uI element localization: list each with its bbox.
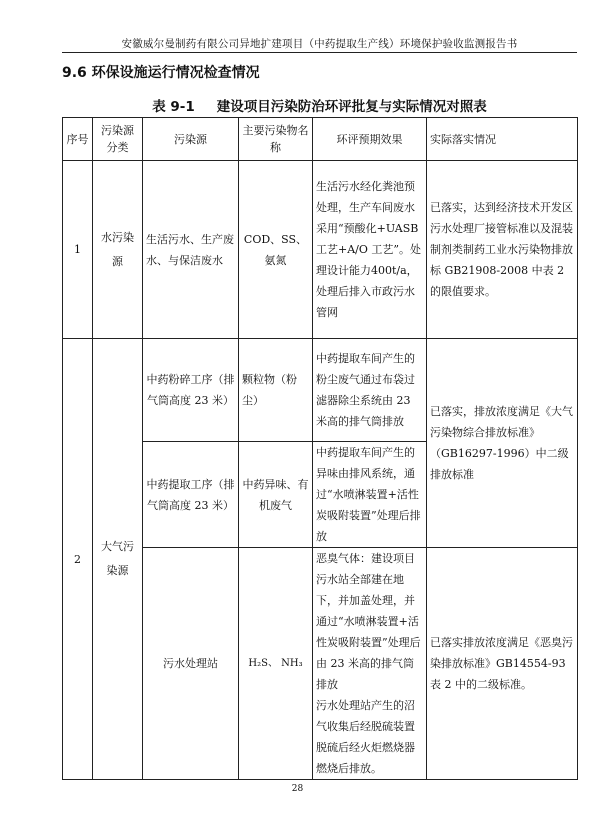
- cell-actual: 已落实，排放浓度满足《大气污染物综合排放标准》（GB16297-1996）中二级排放标准: [427, 339, 578, 548]
- table-header-row: [63, 118, 578, 161]
- header-pollutant: 主要污染物名称: [239, 118, 313, 161]
- cell-actual: 已落实排放浓度满足《恶臭污染排放标准》GB14554-93 表 2 中的二级标准。: [427, 548, 578, 780]
- header-divider: [62, 52, 577, 53]
- header-actual: 实际落实情况: [427, 118, 578, 161]
- comparison-table: [62, 117, 578, 780]
- cell-pollutant: COD、SS、氨氮: [239, 161, 313, 339]
- page-number: 28: [291, 784, 304, 794]
- cell-actual: 已落实，达到经济技术开发区污水处理厂接管标准以及混装制剂类制药工业水污染物排放标 GB21908-2008 中表 2 的限值要求。: [427, 161, 578, 339]
- cell-pollutant: H₂S、 NH₃: [239, 548, 313, 780]
- table-number: 表 9-1: [152, 99, 195, 115]
- cell-source: 生活污水、生产废水、与保洁废水: [143, 161, 239, 339]
- cell-category: 大气污染源: [93, 339, 143, 780]
- cell-category: 水污染源: [93, 161, 143, 339]
- report-header: 安徽威尔曼制药有限公司异地扩建项目（中药提取生产线）环境保护验收监测报告书: [121, 38, 518, 50]
- cell-seq: 1: [63, 161, 93, 339]
- table-title: [62, 95, 577, 115]
- cell-eia: 恶臭气体：建设项目污水站全部建在地下，并加盖处理，并通过“水喷淋装置+活性炭吸附装置”处理后由 23 米高的排气筒排放 污水处理站产生的沼气收集后经脱硫装置脱硫后经火炬燃烧器燃烧后排放。: [313, 548, 427, 780]
- cell-eia: 中药提取车间产生的粉尘废气通过布袋过滤器除尘系统由 23 米高的排气筒排放: [313, 339, 427, 442]
- header-source: 污染源: [143, 118, 239, 161]
- cell-source: 中药提取工序（排气筒高度 23 米）: [143, 442, 239, 548]
- table-caption: 建设项目污染防治环评批复与实际情况对照表: [216, 99, 487, 115]
- section-title: 9.6 环保设施运行情况检查情况: [62, 65, 260, 81]
- table-row: [63, 161, 578, 339]
- header-eia: 环评预期效果: [313, 118, 427, 161]
- cell-eia: 生活污水经化粪池预处理，生产车间废水采用“预酸化+UASB 工艺+A/O 工艺”。处理设计能力400t/a，处理后排入市政污水管网: [313, 161, 427, 339]
- cell-source: 污水处理站: [143, 548, 239, 780]
- header-category: 污染源分类: [93, 118, 143, 161]
- cell-pollutant: 中药异味、有机废气: [239, 442, 313, 548]
- header-seq: 序号: [63, 118, 93, 161]
- cell-source: 中药粉碎工序（排气筒高度 23 米）: [143, 339, 239, 442]
- cell-eia: 中药提取车间产生的异味由排风系统，通过“水喷淋装置+活性炭吸附装置”处理后排放: [313, 442, 427, 548]
- cell-pollutant: 颗粒物（粉尘）: [239, 339, 313, 442]
- table-row: [63, 339, 578, 442]
- cell-seq: 2: [63, 339, 93, 780]
